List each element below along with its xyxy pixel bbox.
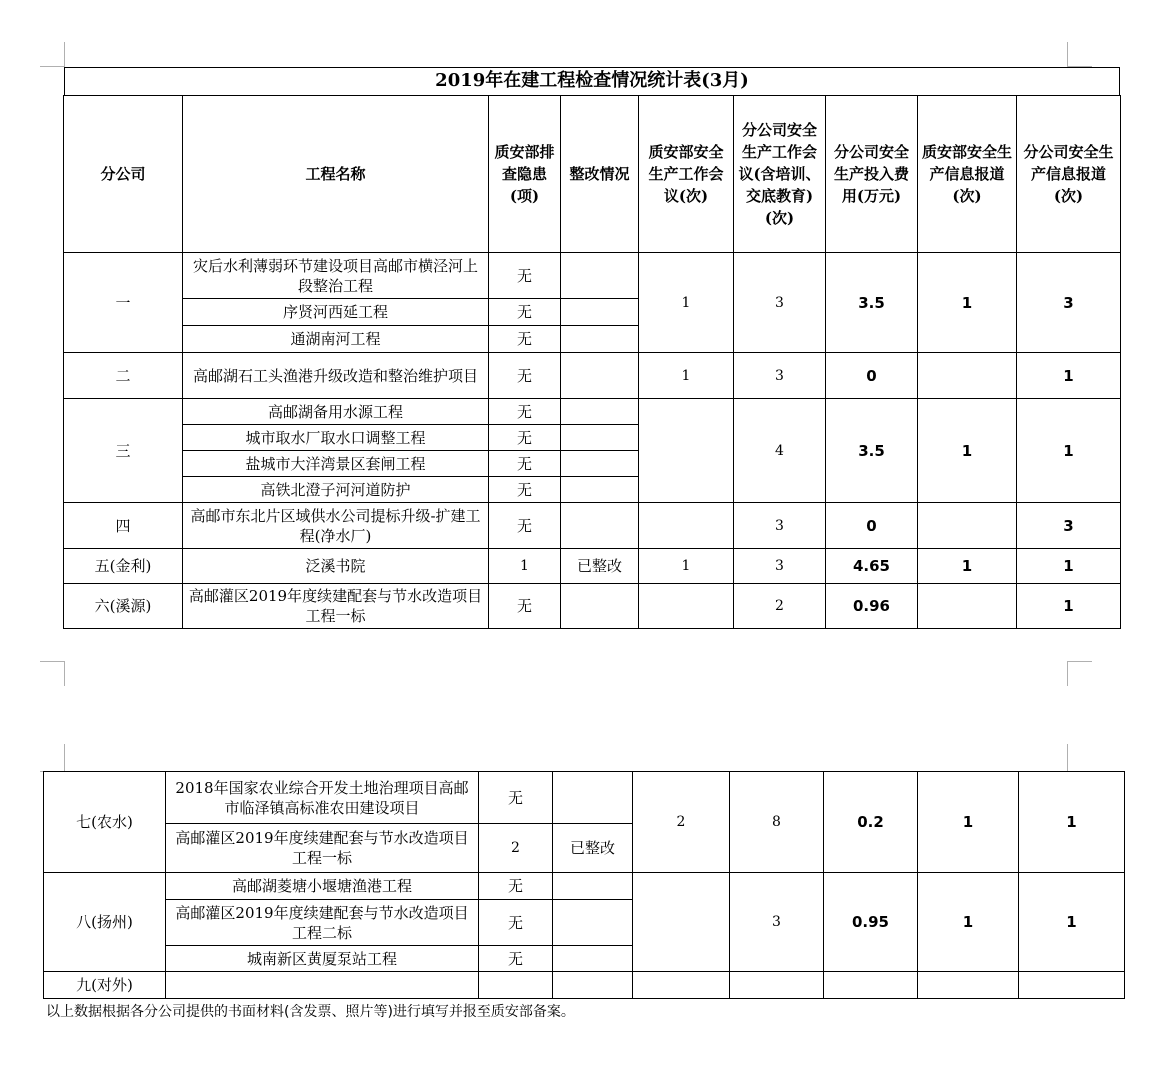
table-row xyxy=(64,353,1121,399)
header-branch-meetings: 分公司安全生产工作会议(含培训、交底教育)(次) xyxy=(734,96,826,253)
company-cell: 九(对外) xyxy=(44,972,166,999)
rectify-cell xyxy=(561,253,639,299)
header-cost: 分公司安全生产投入费用(万元) xyxy=(826,96,918,253)
branch-reports-cell: 1 xyxy=(1017,353,1121,399)
company-cell: 三 xyxy=(64,399,183,503)
rectify-cell xyxy=(561,353,639,399)
rectify-cell xyxy=(561,451,639,477)
rectify-cell xyxy=(561,477,639,503)
project-cell: 高邮灌区2019年度续建配套与节水改造项目工程一标 xyxy=(183,584,489,629)
dept-meetings-cell xyxy=(639,399,734,503)
dept-reports-cell xyxy=(918,584,1017,629)
page-corner-mark xyxy=(40,661,65,686)
hazards-cell: 无 xyxy=(489,477,561,503)
hazards-cell: 无 xyxy=(479,900,553,946)
header-row xyxy=(64,96,1121,253)
dept-reports-cell: 1 xyxy=(918,549,1017,584)
dept-reports-cell: 1 xyxy=(918,873,1019,972)
project-cell: 高邮湖菱塘小堰塘渔港工程 xyxy=(166,873,479,900)
project-cell: 通湖南河工程 xyxy=(183,326,489,353)
company-cell: 八(扬州) xyxy=(44,873,166,972)
hazards-cell: 无 xyxy=(489,425,561,451)
rectify-cell: 已整改 xyxy=(553,824,633,873)
cost-cell: 0.95 xyxy=(824,873,918,972)
company-cell: 一 xyxy=(64,253,183,353)
cost-cell xyxy=(824,972,918,999)
rectify-cell xyxy=(561,425,639,451)
project-cell xyxy=(166,972,479,999)
hazards-cell: 无 xyxy=(489,253,561,299)
header-branch-reports: 分公司安全生产信息报道(次) xyxy=(1017,96,1121,253)
dept-reports-cell xyxy=(918,972,1019,999)
rectify-cell xyxy=(553,772,633,824)
cost-cell: 3.5 xyxy=(826,399,918,503)
rectify-cell xyxy=(561,503,639,549)
header-project: 工程名称 xyxy=(183,96,489,253)
rectify-cell xyxy=(553,946,633,972)
branch-reports-cell xyxy=(1019,972,1125,999)
header-company: 分公司 xyxy=(64,96,183,253)
project-cell: 2018年国家农业综合开发土地治理项目高邮市临泽镇高标准农田建设项目 xyxy=(166,772,479,824)
project-cell: 灾后水利薄弱环节建设项目高邮市横泾河上段整治工程 xyxy=(183,253,489,299)
table-row xyxy=(44,972,1125,999)
dept-meetings-cell xyxy=(633,873,730,972)
branch-reports-cell: 1 xyxy=(1017,584,1121,629)
project-cell: 高邮湖备用水源工程 xyxy=(183,399,489,425)
cost-cell: 0 xyxy=(826,353,918,399)
hazards-cell: 无 xyxy=(489,399,561,425)
rectify-cell xyxy=(561,584,639,629)
footnote: 以上数据根据各分公司提供的书面材料(含发票、照片等)进行填写并报至质安部备案。 xyxy=(46,1004,575,1020)
project-cell: 高邮湖石工头渔港升级改造和整治维护项目 xyxy=(183,353,489,399)
branch-meetings-cell: 3 xyxy=(734,549,826,584)
page-corner-mark xyxy=(1067,744,1092,772)
dept-reports-cell xyxy=(918,353,1017,399)
project-cell: 序贤河西延工程 xyxy=(183,299,489,326)
cost-cell: 4.65 xyxy=(826,549,918,584)
branch-meetings-cell: 3 xyxy=(734,253,826,353)
header-dept-meetings: 质安部安全生产工作会议(次) xyxy=(639,96,734,253)
project-cell: 高邮市东北片区域供水公司提标升级-扩建工程(净水厂) xyxy=(183,503,489,549)
hazards-cell: 无 xyxy=(479,946,553,972)
dept-reports-cell: 1 xyxy=(918,253,1017,353)
cost-cell: 0.2 xyxy=(824,772,918,873)
dept-meetings-cell: 2 xyxy=(633,772,730,873)
branch-meetings-cell: 8 xyxy=(730,772,824,873)
branch-reports-cell: 1 xyxy=(1019,772,1125,873)
project-cell: 高邮灌区2019年度续建配套与节水改造项目工程二标 xyxy=(166,900,479,946)
project-cell: 盐城市大洋湾景区套闸工程 xyxy=(183,451,489,477)
dept-meetings-cell: 1 xyxy=(639,253,734,353)
inspection-table-page2 xyxy=(43,771,1125,999)
table-row xyxy=(44,772,1125,824)
header-dept-reports: 质安部安全生产信息报道(次) xyxy=(918,96,1017,253)
page-corner-mark xyxy=(1067,42,1092,67)
branch-reports-cell: 3 xyxy=(1017,253,1121,353)
branch-meetings-cell: 3 xyxy=(734,503,826,549)
rectify-cell xyxy=(553,900,633,946)
hazards-cell: 无 xyxy=(489,503,561,549)
branch-reports-cell: 1 xyxy=(1019,873,1125,972)
company-cell: 四 xyxy=(64,503,183,549)
rectify-cell xyxy=(561,399,639,425)
company-cell: 六(溪源) xyxy=(64,584,183,629)
header-rectify: 整改情况 xyxy=(561,96,639,253)
hazards-cell: 无 xyxy=(489,584,561,629)
table-row xyxy=(64,253,1121,299)
rectify-cell xyxy=(553,873,633,900)
dept-reports-cell: 1 xyxy=(918,399,1017,503)
page-corner-mark xyxy=(1067,661,1092,686)
rectify-cell xyxy=(561,299,639,326)
company-cell: 七(农水) xyxy=(44,772,166,873)
table-row xyxy=(64,503,1121,549)
rectify-cell xyxy=(553,972,633,999)
branch-meetings-cell: 2 xyxy=(734,584,826,629)
project-cell: 高铁北澄子河河道防护 xyxy=(183,477,489,503)
dept-meetings-cell xyxy=(639,503,734,549)
company-cell: 五(金利) xyxy=(64,549,183,584)
dept-reports-cell xyxy=(918,503,1017,549)
branch-reports-cell: 1 xyxy=(1017,549,1121,584)
inspection-table-page1 xyxy=(63,95,1121,629)
dept-reports-cell: 1 xyxy=(918,772,1019,873)
dept-meetings-cell: 1 xyxy=(639,353,734,399)
page-corner-mark xyxy=(40,42,65,67)
branch-meetings-cell: 3 xyxy=(734,353,826,399)
table-row xyxy=(64,399,1121,425)
project-cell: 泛溪书院 xyxy=(183,549,489,584)
hazards-cell: 无 xyxy=(489,353,561,399)
cost-cell: 0 xyxy=(826,503,918,549)
hazards-cell xyxy=(479,972,553,999)
project-cell: 高邮灌区2019年度续建配套与节水改造项目工程一标 xyxy=(166,824,479,873)
dept-meetings-cell xyxy=(633,972,730,999)
table-title: 2019年在建工程检查情况统计表(3月) xyxy=(64,67,1120,95)
cost-cell: 3.5 xyxy=(826,253,918,353)
project-cell: 城南新区黄厦泵站工程 xyxy=(166,946,479,972)
table-row xyxy=(64,549,1121,584)
page-corner-mark xyxy=(40,744,65,772)
branch-reports-cell: 3 xyxy=(1017,503,1121,549)
hazards-cell: 无 xyxy=(489,451,561,477)
dept-meetings-cell xyxy=(639,584,734,629)
hazards-cell: 无 xyxy=(489,326,561,353)
dept-meetings-cell: 1 xyxy=(639,549,734,584)
project-cell: 城市取水厂取水口调整工程 xyxy=(183,425,489,451)
rectify-cell: 已整改 xyxy=(561,549,639,584)
table-row xyxy=(64,584,1121,629)
hazards-cell: 2 xyxy=(479,824,553,873)
hazards-cell: 无 xyxy=(489,299,561,326)
hazards-cell: 无 xyxy=(479,772,553,824)
rectify-cell xyxy=(561,326,639,353)
cost-cell: 0.96 xyxy=(826,584,918,629)
company-cell: 二 xyxy=(64,353,183,399)
branch-meetings-cell: 3 xyxy=(730,873,824,972)
branch-reports-cell: 1 xyxy=(1017,399,1121,503)
table-row xyxy=(44,873,1125,900)
header-hazards: 质安部排查隐患(项) xyxy=(489,96,561,253)
branch-meetings-cell: 4 xyxy=(734,399,826,503)
branch-meetings-cell xyxy=(730,972,824,999)
hazards-cell: 无 xyxy=(479,873,553,900)
hazards-cell: 1 xyxy=(489,549,561,584)
